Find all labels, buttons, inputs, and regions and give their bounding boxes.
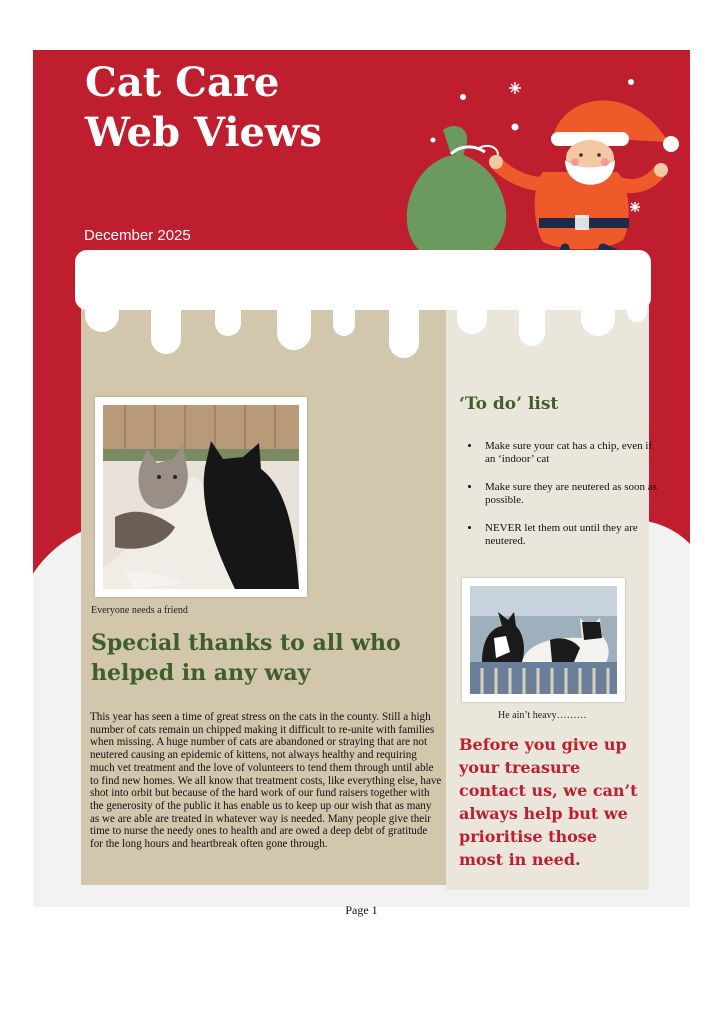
snow-drip — [151, 290, 181, 354]
snow-drip — [519, 290, 545, 346]
todo-item: • Make sure they are neutered as soon as possible. — [481, 481, 661, 507]
photo-caption-heavy: He ain’t heavy……… — [498, 710, 587, 721]
title-line-1: Cat Care — [85, 59, 280, 106]
snow-drip — [333, 290, 355, 336]
main-body-text: This year has seen a time of great stress on the cats in the county. Still a high number of cats remain un chipped making it difficult to re-unite with families when missing. A huge number of cats are abandoned or straying that are not neutered causing an epidemic of kittens, not always healthy and requiring much vet treatment and the love of volunteers to tend them through until able to find new homes. We all know that treatment costs, like everything else, have shot into orbit but because of the hard work of our fund raisers together with the generosity of the public it has enable us to keep up our wish that as many as we are able are treated in whatever way is needed. Many people give their time to nurse the needy ones to health and are owed a deep debt of gratitude for the long hours and heartbreak often gone through. — [90, 711, 442, 851]
page-number: Page 1 — [345, 903, 378, 917]
contact-callout: Before you give up your treasure contact us, we can’t always help but we prioritise those most in need. — [459, 735, 638, 869]
gift-sack-icon — [407, 126, 506, 265]
main-headline: Special thanks to all who helped in any way — [91, 630, 401, 686]
snow-drip — [215, 290, 241, 336]
cats-cuddling-photo — [95, 397, 307, 597]
todo-item: • NEVER let them out until they are neutered. — [481, 522, 661, 548]
snow-drip — [277, 290, 311, 350]
two-cats-photo — [462, 578, 625, 702]
snow-drip — [85, 290, 119, 332]
snow-drip — [581, 290, 615, 336]
issue-date: December 2025 — [84, 227, 191, 244]
todo-list — [458, 440, 661, 563]
snow-drip — [389, 290, 419, 358]
todo-item: • Make sure your cat has a chip, even if an ‘indoor’ cat — [481, 440, 661, 466]
newsletter-title — [85, 58, 415, 158]
todo-list-title: ‘To do’ list — [459, 394, 559, 414]
snow-drip — [457, 290, 487, 334]
title-line-2: Web Views — [85, 109, 322, 156]
newsletter-page — [33, 50, 690, 907]
photo-caption-friend: Everyone needs a friend — [91, 605, 188, 616]
snow-drip — [627, 290, 647, 322]
